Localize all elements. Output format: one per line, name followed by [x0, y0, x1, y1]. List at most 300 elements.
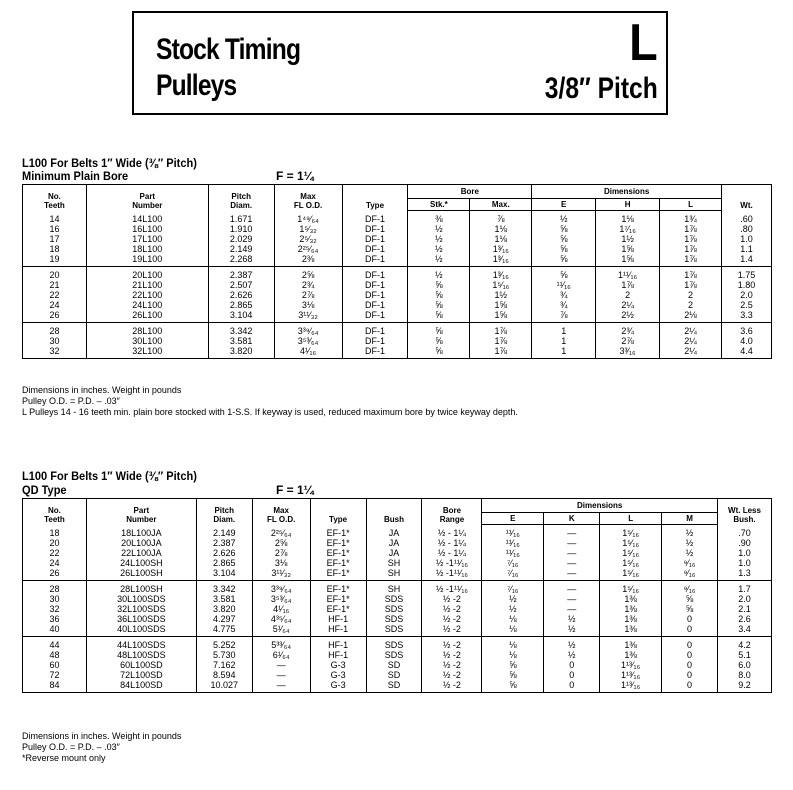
table-cell: ½ -1¹¹⁄₁₆: [422, 581, 482, 595]
table-cell: 18L100JA: [86, 525, 196, 539]
table-row: [23, 680, 772, 693]
table-cell: 1¾: [660, 211, 722, 225]
table-cell: 1.3: [718, 568, 772, 581]
table-cell: 44: [23, 637, 87, 651]
col-l: L: [600, 513, 662, 525]
table-cell: G-3: [310, 670, 366, 680]
title-box: [132, 11, 668, 115]
table-cell: 1⁵⁄₁₆: [600, 525, 662, 539]
table-cell: 26: [23, 310, 87, 323]
table-cell: 44L100SDS: [86, 637, 196, 651]
table-cell: SH: [366, 581, 422, 595]
table-cell: 4¹⁄₁₆: [252, 604, 310, 614]
qd-type-table: [22, 498, 772, 693]
table-cell: 2: [660, 290, 722, 300]
section2-note-1: Dimensions in inches. Weight in pounds: [22, 731, 182, 741]
table-cell: ½ -2: [422, 624, 482, 637]
table-cell: ½ -1¹¹⁄₁₆: [422, 558, 482, 568]
table-cell: 30: [23, 594, 87, 604]
table-cell: 1.1: [721, 244, 771, 254]
table-cell: 3.820: [196, 604, 252, 614]
col-max-od: Max FL O.D.: [252, 499, 310, 525]
table-cell: 18: [23, 244, 87, 254]
col-bush: Bush: [366, 499, 422, 525]
table-cell: 2⅞: [274, 290, 342, 300]
table-cell: DF-1: [342, 244, 408, 254]
table-cell: 24L100: [86, 300, 208, 310]
table-cell: DF-1: [342, 234, 408, 244]
table-cell: ½: [408, 234, 470, 244]
table-cell: 1⁵⁄₁₆: [600, 568, 662, 581]
table-cell: 1: [532, 323, 596, 337]
table-cell: DF-1: [342, 336, 408, 346]
table-cell: DF-1: [342, 346, 408, 359]
table-cell: 30: [23, 336, 87, 346]
table-cell: ⅞: [470, 211, 532, 225]
table-cell: 2.149: [208, 244, 274, 254]
table-cell: ⅝: [482, 680, 544, 693]
table-cell: 1⁵⁄₃₂: [274, 224, 342, 234]
table-cell: ½: [408, 254, 470, 267]
col-teeth: No. Teeth: [23, 499, 87, 525]
table-cell: .80: [721, 224, 771, 234]
table-cell: G-3: [310, 680, 366, 693]
table-cell: 0: [662, 670, 718, 680]
table-cell: 48: [23, 650, 87, 660]
table-row: [23, 548, 772, 558]
table-cell: 0: [662, 624, 718, 637]
col-e: E: [482, 513, 544, 525]
series-letter: L: [629, 14, 658, 72]
table-cell: 4³⁵⁄₆₄: [252, 614, 310, 624]
table-cell: 2¾: [274, 280, 342, 290]
table-cell: 16: [23, 224, 87, 234]
table-cell: ½: [544, 637, 600, 651]
table-cell: 1⅞: [470, 323, 532, 337]
table-cell: 1⁵⁄₁₆: [600, 558, 662, 568]
table-cell: 1¹³⁄₁₆: [600, 670, 662, 680]
table-cell: 0: [662, 637, 718, 651]
table-cell: DF-1: [342, 254, 408, 267]
table-cell: 24L100SH: [86, 558, 196, 568]
table-cell: 2.5: [721, 300, 771, 310]
table-row: [23, 637, 772, 651]
table-cell: ⅝: [532, 254, 596, 267]
table-cell: 1.0: [721, 234, 771, 244]
table-cell: ⅝: [408, 310, 470, 323]
table-cell: 3.581: [196, 594, 252, 604]
table-row: [23, 300, 772, 310]
section1-note-1: Dimensions in inches. Weight in pounds: [22, 385, 182, 395]
table-cell: 22: [23, 548, 87, 558]
table-cell: 1⅛: [470, 234, 532, 244]
table-cell: —: [544, 525, 600, 539]
table-cell: 21L100: [86, 280, 208, 290]
table-cell: 1⅞: [660, 280, 722, 290]
table-cell: 1⁵⁄₁₆: [470, 280, 532, 290]
table-cell: ½: [662, 538, 718, 548]
row-group: [23, 525, 772, 581]
table-cell: ½ -2: [422, 604, 482, 614]
table-cell: 2⅜: [274, 254, 342, 267]
table-cell: 28L100SH: [86, 581, 196, 595]
table-cell: 1⅞: [470, 346, 532, 359]
table-cell: 24: [23, 300, 87, 310]
table-cell: 1½: [470, 290, 532, 300]
table-cell: 17: [23, 234, 87, 244]
table-cell: 20: [23, 267, 87, 281]
col-h: H: [596, 199, 660, 211]
table-row: [23, 604, 772, 614]
table-row: [23, 650, 772, 660]
table-cell: 0: [662, 660, 718, 670]
table-cell: 2.626: [208, 290, 274, 300]
table-cell: HF-1: [310, 614, 366, 624]
table-cell: 0: [662, 614, 718, 624]
table-cell: ⅝: [532, 224, 596, 234]
table-cell: 2.507: [208, 280, 274, 290]
table-cell: 36: [23, 614, 87, 624]
table-cell: 3.4: [718, 624, 772, 637]
table-cell: ½: [482, 604, 544, 614]
table-cell: 1¹¹⁄₁₆: [596, 267, 660, 281]
table-cell: ¹¹⁄₁₆: [482, 525, 544, 539]
table-row: [23, 310, 772, 323]
table-cell: 0: [544, 680, 600, 693]
table-cell: SD: [366, 670, 422, 680]
table-cell: 2.387: [208, 267, 274, 281]
table-cell: 22: [23, 290, 87, 300]
table-cell: 18L100: [86, 244, 208, 254]
table-cell: 19: [23, 254, 87, 267]
table-cell: 2¾: [596, 323, 660, 337]
table-cell: 1.0: [718, 558, 772, 568]
table-cell: 1⅝: [596, 244, 660, 254]
table-cell: SDS: [366, 637, 422, 651]
table-cell: ½: [408, 267, 470, 281]
col-weight: Wt.: [721, 185, 771, 211]
table-cell: ⅛: [482, 614, 544, 624]
col-group-dimensions: Dimensions: [532, 185, 722, 199]
table-cell: DF-1: [342, 310, 408, 323]
table-cell: ½ - 1¼: [422, 548, 482, 558]
table-cell: SH: [366, 558, 422, 568]
table-cell: ⅝: [408, 290, 470, 300]
table-cell: —: [544, 548, 600, 558]
table-cell: 2¼: [596, 300, 660, 310]
table-cell: 0: [662, 680, 718, 693]
table-cell: 72L100SD: [86, 670, 196, 680]
table-cell: 32: [23, 604, 87, 614]
table-cell: 1: [532, 346, 596, 359]
table-cell: 2.149: [196, 525, 252, 539]
table-cell: ½ -2: [422, 594, 482, 604]
table-cell: ⅝: [408, 336, 470, 346]
section1-f-value: F = 1¼: [276, 169, 314, 183]
table-cell: SDS: [366, 594, 422, 604]
table-cell: 2⅝: [252, 538, 310, 548]
table-cell: 24: [23, 558, 87, 568]
table-cell: 1⅞: [470, 336, 532, 346]
table-row: [23, 660, 772, 670]
section2-f-value: F = 1¼: [276, 483, 314, 497]
table-cell: ⁹⁄₁₆: [662, 558, 718, 568]
row-group: [23, 323, 772, 359]
table-cell: 4.0: [721, 336, 771, 346]
table-cell: 20L100JA: [86, 538, 196, 548]
table-cell: 1⅛: [470, 224, 532, 234]
table-cell: DF-1: [342, 290, 408, 300]
table-cell: DF-1: [342, 280, 408, 290]
table-cell: —: [544, 581, 600, 595]
table-cell: 4.2: [718, 637, 772, 651]
table-cell: .60: [721, 211, 771, 225]
table-cell: ½ - 1¼: [422, 538, 482, 548]
table-cell: 5¹⁄₆₄: [252, 624, 310, 637]
table-cell: 28L100: [86, 323, 208, 337]
table-cell: 48L100SDS: [86, 650, 196, 660]
table-cell: 9.2: [718, 680, 772, 693]
col-bore-range: Bore Range: [422, 499, 482, 525]
col-part-number: Part Number: [86, 185, 208, 211]
table-row: [23, 594, 772, 604]
table-cell: 20: [23, 538, 87, 548]
plain-bore-table: [22, 184, 772, 359]
table-cell: ½: [408, 224, 470, 234]
col-l: L: [660, 199, 722, 211]
table-cell: 1: [532, 336, 596, 346]
table-cell: 1.910: [208, 224, 274, 234]
table-cell: 6.0: [718, 660, 772, 670]
table-cell: 4¹⁄₁₆: [274, 346, 342, 359]
table-cell: ⅝: [408, 323, 470, 337]
table-cell: ½: [408, 244, 470, 254]
table-cell: ⁷⁄₁₆: [482, 568, 544, 581]
table-cell: 40: [23, 624, 87, 637]
col-m: M: [662, 513, 718, 525]
table-cell: 7.162: [196, 660, 252, 670]
table-cell: 2.0: [718, 594, 772, 604]
table-cell: HF-1: [310, 637, 366, 651]
table-cell: 1⅜: [600, 594, 662, 604]
table-row: [23, 267, 772, 281]
table-cell: 72: [23, 670, 87, 680]
table-cell: DF-1: [342, 211, 408, 225]
table-cell: 1⅞: [660, 267, 722, 281]
table-cell: 1⅝: [470, 310, 532, 323]
table-cell: ⅝: [482, 670, 544, 680]
table-cell: 10.027: [196, 680, 252, 693]
table-cell: HF-1: [310, 624, 366, 637]
table-cell: 3³⁄₁₆: [596, 346, 660, 359]
table-cell: 0: [662, 650, 718, 660]
table-cell: 84: [23, 680, 87, 693]
col-part-number: Part Number: [86, 499, 196, 525]
table-cell: 3³⁹⁄₆₄: [274, 323, 342, 337]
col-k: K: [544, 513, 600, 525]
table-cell: 3¹¹⁄₃₂: [274, 310, 342, 323]
table-cell: 36L100SDS: [86, 614, 196, 624]
table-cell: 2.029: [208, 234, 274, 244]
table-cell: 4.4: [721, 346, 771, 359]
table-cell: ⅛: [482, 624, 544, 637]
table-cell: 2.387: [196, 538, 252, 548]
table-cell: SD: [366, 660, 422, 670]
table-cell: 2¼: [660, 323, 722, 337]
table-cell: 16L100: [86, 224, 208, 234]
table-cell: 2: [596, 290, 660, 300]
table-cell: 28: [23, 581, 87, 595]
table-cell: 1¹³⁄₁₆: [600, 660, 662, 670]
table-cell: ⅝: [532, 244, 596, 254]
table-cell: 1⅞: [660, 254, 722, 267]
table-row: [23, 581, 772, 595]
table-row: [23, 280, 772, 290]
table-cell: 1⅝: [596, 254, 660, 267]
table-cell: DF-1: [342, 323, 408, 337]
table-cell: 3.6: [721, 323, 771, 337]
table-cell: ⅝: [482, 660, 544, 670]
table-row: [23, 346, 772, 359]
table-cell: 60: [23, 660, 87, 670]
table-cell: JA: [366, 538, 422, 548]
table-cell: EF-1*: [310, 604, 366, 614]
table-cell: ⁷⁄₁₆: [482, 558, 544, 568]
table-cell: 0: [544, 670, 600, 680]
table-cell: 18: [23, 525, 87, 539]
table-cell: 2.626: [196, 548, 252, 558]
table-cell: 2.6: [718, 614, 772, 624]
table-row: [23, 254, 772, 267]
table-cell: ⁹⁄₁₆: [662, 581, 718, 595]
table-cell: .90: [718, 538, 772, 548]
table-cell: 1.671: [208, 211, 274, 225]
table-cell: ¹¹⁄₁₆: [532, 280, 596, 290]
table-cell: ⅝: [662, 594, 718, 604]
table-cell: 3.581: [208, 336, 274, 346]
table-cell: 1⁵⁄₁₆: [600, 548, 662, 558]
table-cell: ½: [544, 614, 600, 624]
table-cell: ⅝: [532, 234, 596, 244]
table-row: [23, 670, 772, 680]
table-cell: 2.0: [721, 290, 771, 300]
table-cell: ⅝: [408, 300, 470, 310]
table-cell: 1.7: [718, 581, 772, 595]
table-cell: —: [544, 594, 600, 604]
table-cell: JA: [366, 525, 422, 539]
table-row: [23, 211, 772, 225]
table-row: [23, 614, 772, 624]
table-cell: 1⅞: [596, 280, 660, 290]
table-cell: 1.4: [721, 254, 771, 267]
table-cell: —: [544, 604, 600, 614]
table-cell: 22L100: [86, 290, 208, 300]
table-row: [23, 525, 772, 539]
table-cell: 22L100JA: [86, 548, 196, 558]
table-cell: 2¼: [660, 346, 722, 359]
col-group-bore: Bore: [408, 185, 532, 199]
table-cell: DF-1: [342, 300, 408, 310]
table-cell: 2.865: [208, 300, 274, 310]
table-cell: —: [544, 558, 600, 568]
section1-title-line2: Minimum Plain Bore: [22, 169, 129, 183]
table-cell: ¹¹⁄₁₆: [482, 548, 544, 558]
table-cell: 1⅜: [600, 650, 662, 660]
table-cell: 26: [23, 568, 87, 581]
table-cell: 60L100SD: [86, 660, 196, 670]
table-cell: 3⅛: [274, 300, 342, 310]
table-cell: ½ -2: [422, 637, 482, 651]
section2-title-line2: QD Type: [22, 483, 67, 497]
table-cell: HF-1: [310, 650, 366, 660]
table-cell: 1⁷⁄₁₆: [596, 224, 660, 234]
table-cell: ½ -1¹¹⁄₁₆: [422, 568, 482, 581]
table-cell: ⅛: [482, 637, 544, 651]
table-cell: —: [252, 670, 310, 680]
table-cell: 32L100: [86, 346, 208, 359]
table-cell: EF-1*: [310, 568, 366, 581]
table-cell: 2.268: [208, 254, 274, 267]
table-cell: 5.730: [196, 650, 252, 660]
table-cell: 3.104: [208, 310, 274, 323]
table-cell: 1⅜: [600, 637, 662, 651]
table-cell: ¾: [532, 300, 596, 310]
col-type: Type: [310, 499, 366, 525]
table-cell: 32L100SDS: [86, 604, 196, 614]
table-cell: 40L100SDS: [86, 624, 196, 637]
table-cell: ⅛: [482, 650, 544, 660]
row-group: [23, 211, 772, 267]
table-cell: 3⁵³⁄₆₄: [274, 336, 342, 346]
table-cell: —: [252, 680, 310, 693]
table-cell: 21: [23, 280, 87, 290]
table-cell: 1⅜: [600, 614, 662, 624]
table-cell: 1⅞: [660, 234, 722, 244]
table-cell: 30L100SDS: [86, 594, 196, 604]
table-row: [23, 290, 772, 300]
table-cell: 0: [544, 660, 600, 670]
table-row: [23, 244, 772, 254]
page-title-line2: Pulleys: [156, 69, 237, 102]
table-cell: 1³⁄₁₆: [470, 254, 532, 267]
page-title-line1: Stock Timing: [156, 33, 301, 66]
table-cell: 14L100: [86, 211, 208, 225]
section1-note-2: Pulley O.D. = P.D. – .03″: [22, 396, 120, 406]
table-cell: ½: [544, 650, 600, 660]
section1-title-line1: L100 For Belts 1″ Wide (⅜″ Pitch): [22, 156, 197, 170]
table-cell: ½: [662, 525, 718, 539]
table-cell: 8.0: [718, 670, 772, 680]
table-cell: 2⅝: [274, 267, 342, 281]
table-cell: 1⅞: [660, 224, 722, 234]
table-cell: 4.775: [196, 624, 252, 637]
table-cell: SDS: [366, 614, 422, 624]
table-cell: ⁷⁄₁₆: [482, 581, 544, 595]
table-cell: 19L100: [86, 254, 208, 267]
table-cell: SH: [366, 568, 422, 581]
table-cell: 6¹⁄₆₄: [252, 650, 310, 660]
col-e: E: [532, 199, 596, 211]
table-cell: 32: [23, 346, 87, 359]
pitch-label: 3/8″ Pitch: [545, 72, 658, 105]
table-cell: ⅝: [532, 267, 596, 281]
table-cell: ¾: [532, 290, 596, 300]
table-row: [23, 234, 772, 244]
table-cell: 8.594: [196, 670, 252, 680]
table-cell: 2⅞: [252, 548, 310, 558]
table-cell: 1.80: [721, 280, 771, 290]
table-cell: 1³⁄₁₆: [470, 267, 532, 281]
